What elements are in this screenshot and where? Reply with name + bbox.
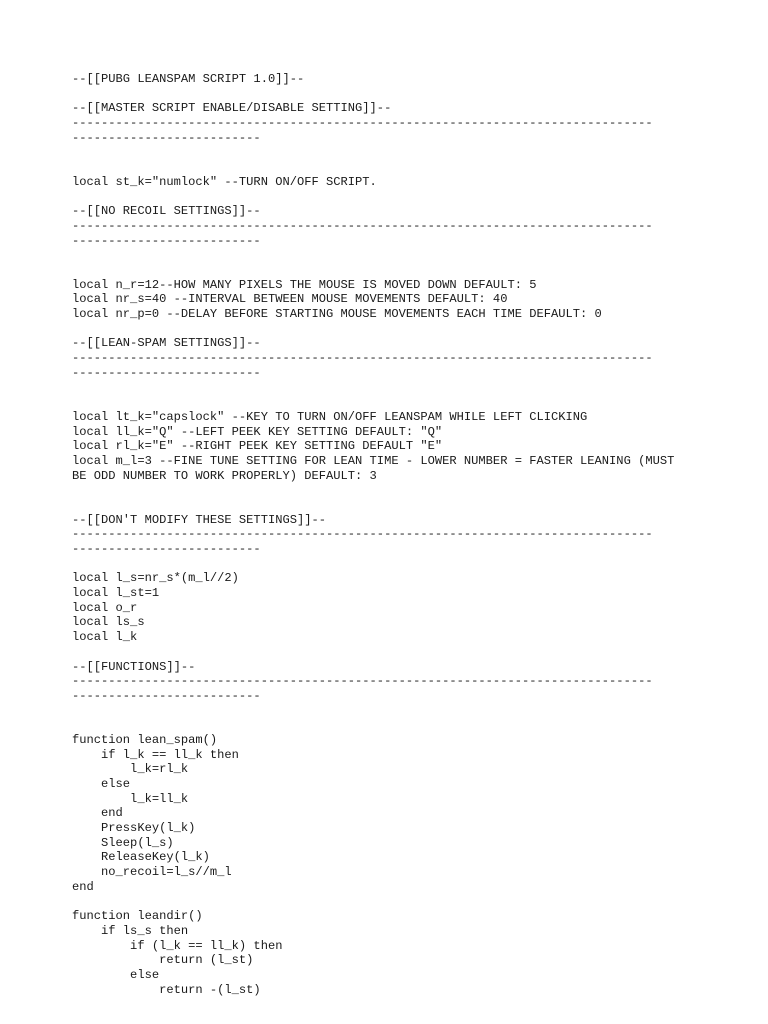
blank-line — [72, 395, 700, 410]
code-line: end — [72, 806, 123, 821]
code-line: if l_k == ll_k then — [72, 747, 239, 762]
blank-line — [72, 498, 700, 513]
code-line: local l_k — [72, 630, 138, 645]
blank-line — [72, 145, 700, 160]
code-line: local rl_k="E" --RIGHT PEEK KEY SETTING DEFAULT "E" — [72, 439, 443, 454]
divider-line: -------------------------------------------------------------------------------- — [72, 527, 653, 542]
code-line: local l_st=1 — [72, 586, 160, 601]
code-line: if (l_k == ll_k) then — [72, 938, 283, 953]
code-line: local st_k="numlock" --TURN ON/OFF SCRIPT. — [72, 174, 377, 189]
blank-line — [72, 322, 700, 337]
section-header-master: --[[MASTER SCRIPT ENABLE/DISABLE SETTING]]-- — [72, 101, 392, 116]
blank-line — [72, 483, 700, 498]
blank-line — [72, 190, 700, 205]
code-line: l_k=rl_k — [72, 762, 189, 777]
blank-line — [72, 895, 700, 910]
code-line: else — [72, 777, 131, 791]
blank-line — [72, 704, 700, 719]
code-line: local n_r=12--HOW MANY PIXELS THE MOUSE IS MOVED DOWN DEFAULT: 5 — [72, 277, 537, 292]
code-line: ReleaseKey(l_k) — [72, 850, 210, 865]
divider-line: -------------------------------------------------------------------------------- — [72, 116, 653, 131]
code-line: BE ODD NUMBER TO WORK PROPERLY) DEFAULT: 3 — [72, 468, 377, 483]
code-line: local nr_p=0 --DELAY BEFORE STARTING MOUSE MOVEMENTS EACH TIME DEFAULT: 0 — [72, 307, 602, 321]
divider-line: -------------------------------------------------------------------------------- — [72, 351, 653, 366]
code-line: local ll_k="Q" --LEFT PEEK KEY SETTING DEFAULT: "Q" — [72, 424, 443, 439]
code-line: PressKey(l_k) — [72, 821, 196, 836]
script-title: --[[PUBG LEANSPAM SCRIPT 1.0]]-- — [72, 72, 305, 86]
code-line: local o_r — [72, 600, 138, 615]
script-document — [72, 72, 700, 997]
code-line: local ls_s — [72, 615, 145, 630]
section-header-lean: --[[LEAN-SPAM SETTINGS]]-- — [72, 336, 261, 351]
code-line: no_recoil=l_s//m_l — [72, 865, 232, 880]
code-line: return (l_st) — [72, 953, 254, 968]
blank-line — [72, 87, 700, 102]
divider-line-continued: -------------------------- — [72, 688, 261, 703]
blank-line — [72, 645, 700, 660]
section-header-dont-modify: --[[DON'T MODIFY THESE SETTINGS]]-- — [72, 512, 327, 527]
blank-line — [72, 557, 700, 572]
section-header-recoil: --[[NO RECOIL SETTINGS]]-- — [72, 204, 261, 219]
code-line: Sleep(l_s) — [72, 835, 174, 850]
blank-line — [72, 160, 700, 175]
blank-line — [72, 248, 700, 263]
code-line: local l_s=nr_s*(m_l//2) — [72, 571, 239, 586]
divider-line-continued: -------------------------- — [72, 365, 261, 380]
divider-line-continued: -------------------------- — [72, 130, 261, 145]
divider-line: -------------------------------------------------------------------------------- — [72, 218, 653, 233]
section-header-functions: --[[FUNCTIONS]]-- — [72, 659, 196, 674]
code-line: local lt_k="capslock" --KEY TO TURN ON/OFF LEANSPAM WHILE LEFT CLICKING — [72, 409, 588, 424]
divider-line-continued: -------------------------- — [72, 542, 261, 556]
blank-line — [72, 718, 700, 733]
divider-line: -------------------------------------------------------------------------------- — [72, 674, 653, 689]
code-line: if ls_s then — [72, 923, 189, 938]
code-line: else — [72, 967, 160, 982]
code-line: function lean_spam() — [72, 732, 218, 747]
blank-line — [72, 263, 700, 278]
code-line: end — [72, 879, 94, 894]
blank-line — [72, 380, 700, 395]
divider-line-continued: -------------------------- — [72, 233, 261, 248]
code-line: local m_l=3 --FINE TUNE SETTING FOR LEAN TIME - LOWER NUMBER = FASTER LEANING (MUST — [72, 453, 675, 468]
code-line: local nr_s=40 --INTERVAL BETWEEN MOUSE MOVEMENTS DEFAULT: 40 — [72, 292, 508, 307]
code-line: function leandir() — [72, 909, 203, 924]
code-line: l_k=ll_k — [72, 791, 189, 806]
code-line: return -(l_st) — [72, 982, 261, 997]
